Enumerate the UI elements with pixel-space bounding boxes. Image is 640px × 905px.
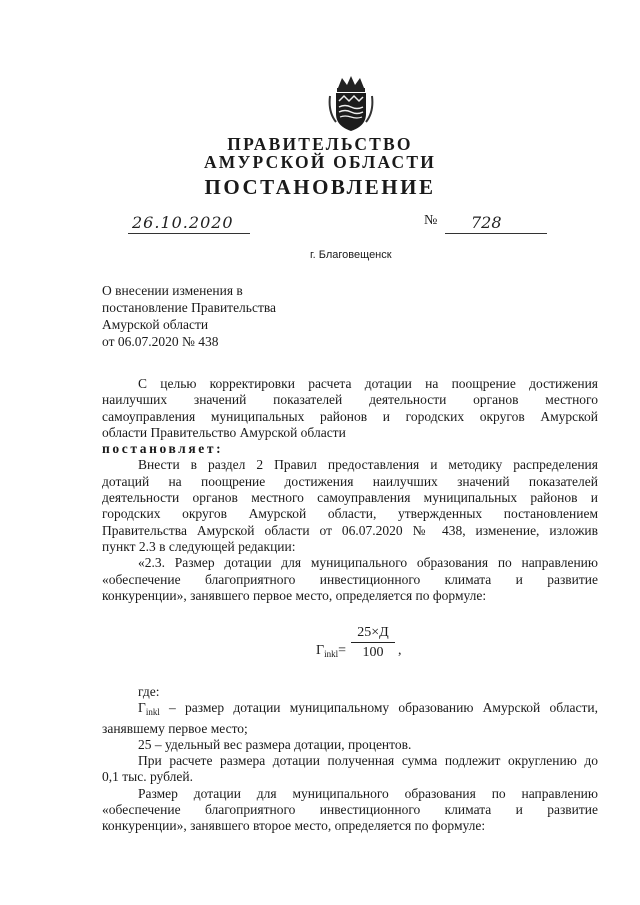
document-number: 728 xyxy=(445,213,547,234)
document-type-title: ПОСТАНОВЛЕНИЕ xyxy=(204,175,436,199)
second-place-line: «обеспечение благоприятного инвестиционного климата и развитие xyxy=(102,802,598,818)
formula-lhs xyxy=(316,643,346,659)
amur-coat-of-arms-icon xyxy=(328,74,374,134)
definitions-block xyxy=(102,684,598,835)
definition-line: 25 – удельный вес размера дотации, процентов. xyxy=(138,736,412,752)
government-name-line2: АМУРСКОЙ ОБЛАСТИ xyxy=(203,152,437,172)
preamble-line: самоуправления муниципальных районов и городских округов Амурской xyxy=(102,408,598,424)
definition-line: занявшему первое место; xyxy=(102,720,248,736)
preamble-line: области Правительство Амурской области xyxy=(102,424,346,440)
preamble-line: наилучших значений показателей деятельности органов местного xyxy=(102,392,598,408)
number-sign: № xyxy=(424,213,438,228)
resolves-word: постановляет: xyxy=(102,441,224,457)
subject-line: от 06.07.2020 № 438 xyxy=(102,334,219,349)
city-name: г. Благовещенск xyxy=(310,249,392,261)
definition-line xyxy=(102,700,598,720)
formula-subscript: inkl xyxy=(324,649,339,659)
subject-line: постановление Правительства xyxy=(102,300,277,315)
government-name-line1: ПРАВИТЕЛЬСТВО xyxy=(227,134,413,154)
clause-line: «2.3. Размер дотации для муниципального образования по направлению xyxy=(138,555,598,571)
clause-line: конкуренции», занявшего первое место, определяется по формуле: xyxy=(102,587,487,603)
rounding-line: 0,1 тыс. рублей. xyxy=(102,769,193,785)
formula-fraction xyxy=(351,625,395,661)
subject-line: О внесении изменения в xyxy=(102,283,243,298)
second-place-line: Размер дотации для муниципального образования по направлению xyxy=(138,785,598,801)
formula-symbol: Г xyxy=(316,643,325,658)
formula-comma: , xyxy=(398,643,402,658)
main-line: пункт 2.3 в следующей редакции: xyxy=(102,538,296,554)
formula-equals: = xyxy=(338,643,347,658)
main-line: дотаций на поощрение достижения наилучших значений показателей xyxy=(102,473,598,489)
main-line: городских округов Амурской области, утвержденных постановлением xyxy=(102,506,598,522)
definition-text: – размер дотации муниципальному образованию Амурской области, xyxy=(159,700,598,716)
preamble-paragraph xyxy=(102,376,598,604)
formula-numerator: 25×Д xyxy=(351,625,395,643)
definition-symbol: Г xyxy=(138,700,146,716)
document-date: 26.10.2020 xyxy=(128,213,250,234)
subject-line: Амурской области xyxy=(102,317,209,332)
formula-denominator: 100 xyxy=(362,645,384,660)
definition-subscript: inkl xyxy=(145,707,160,718)
preamble-line: С целью корректировки расчета дотации на поощрение достижения xyxy=(138,376,598,391)
rounding-line: При расчете размера дотации полученная сумма подлежит округлению до xyxy=(138,753,598,769)
main-line: Правительства Амурской области от 06.07.2020 № 438, изменение, изложив xyxy=(102,522,598,538)
second-place-line: конкуренции», занявшего второе место, определяется по формуле: xyxy=(102,818,486,834)
main-line: Внести в раздел 2 Правил предоставления и методику распределения xyxy=(138,457,598,473)
main-line: деятельности органов местного самоуправления муниципальных районов и xyxy=(102,490,598,506)
document-subject xyxy=(102,282,276,350)
clause-line: «обеспечение благоприятного инвестиционного климата и развитие xyxy=(102,571,598,587)
where-label: где: xyxy=(138,684,160,699)
